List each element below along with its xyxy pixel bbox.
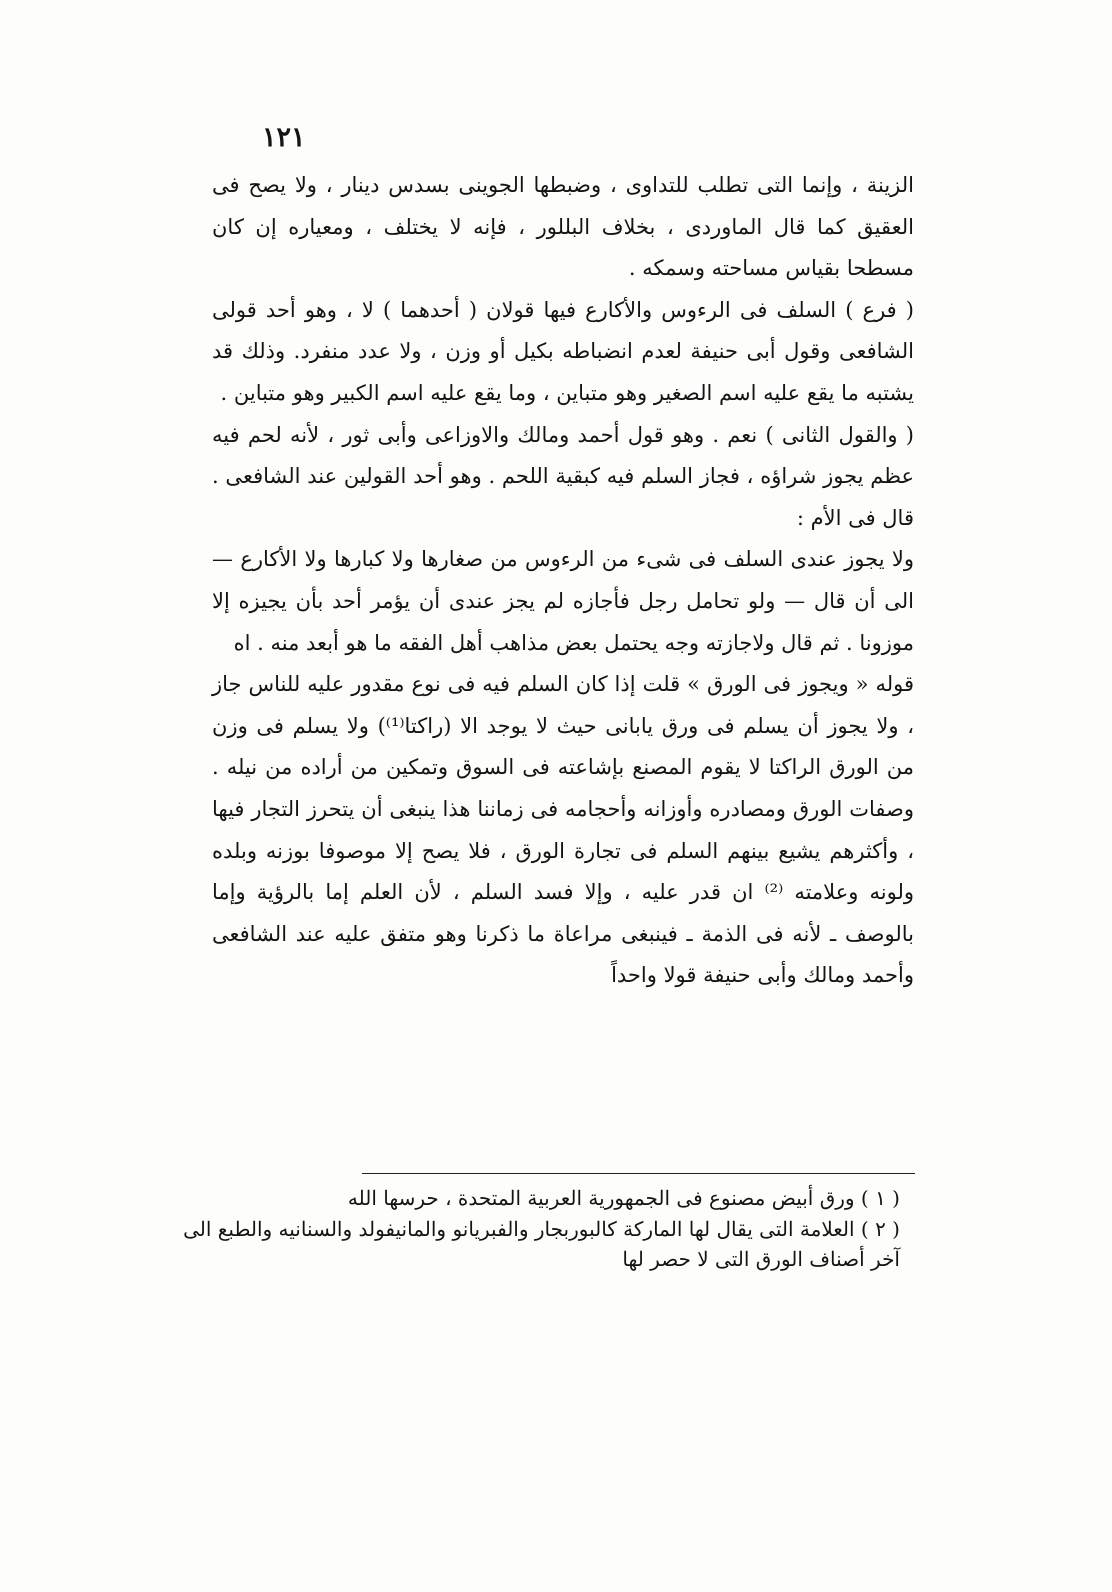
main-text [212,165,914,997]
paragraph: ( والقول الثانى ) نعم . وهو قول أحمد ومالك والاوزاعى وأبى ثور ، لأنه لحم فيه عظم يجوز شراؤه ، فجاز السلم فيه كبقية اللحم . وهو أحد القولين عند الشافعى . قال فى الأم : [212,422,914,530]
paragraph: ( فرع ) السلف فى الرءوس والأكارع فيها قولان ( أحدهما ) لا ، وهو أحد قولى الشافعى وقول أبى حنيفة لعدم انضباطه بكيل أو وزن ، ولا عدد منفرد. وذلك قد يشتبه ما يقع عليه اسم الصغير وهو متباين ، وما يقع عليه اسم الكبير وهو متباين . [212,297,914,405]
footnote: ( ١ ) ورق أبيض مصنوع فى الجمهورية العربية المتحدة ، حرسها الله [347,1186,900,1210]
paragraph: الزينة ، وإنما التى تطلب للتداوى ، وضبطها الجوينى بسدس دينار ، ولا يصح فى العقيق كما قال الماوردى ، بخلاف البللور ، فإنه لا يختلف ، ومعياره إن كان مسطحا بقياس مساحته وسمكه . [212,173,914,281]
footnote-divider [362,1173,915,1174]
paragraph: قوله « ويجوز فى الورق » قلت إذا كان السلم فيه فى نوع مقدور عليه للناس جاز ، ولا يجوز أن يسلم فى ورق يابانى حيث لا يوجد الا (راكتا⁽¹⁾) ولا يسلم فى وزن من الورق الراكتا لا يقوم المصنع بإشاعته فى السوق وتمكين من أراده من نيله . وصفات الورق ومصادره وأوزانه وأحجامه فى زماننا هذا ينبغى أن يتحرز التجار فيها ، وأكثرهم يشيع بينهم السلم فى تجارة الورق ، فلا يصح إلا موصوفا بوزنه وبلده ولونه وعلامته ⁽²⁾ ان قدر عليه ، وإلا فسد السلم ، لأن العلم إما بالرؤية وإما بالوصف ـ لأنه فى الذمة ـ فينبغى مراعاة ما ذكرنا وهو متفق عليه عند الشافعى وأحمد ومالك وأبى حنيفة قولا واحداً [212,672,914,988]
paragraph: ولا يجوز عندى السلف فى شىء من الرءوس من صغارها ولا كبارها ولا الأكارع — الى أن قال — ولو تحامل رجل فأجازه لم يجز عندى أن يؤمر أحد بأن يجيزه إلا موزونا . ثم قال ولاجازته وجه يحتمل بعض مذاهب أهل الفقه ما هو أبعد منه . اه [212,547,914,655]
footnote: ( ٢ ) العلامة التى يقال لها الماركة كالبوربجار والفبريانو والمانيفولد والسنانيه والطبع الى آخر أصناف الورق التى لا حصر لها [183,1216,900,1271]
footnotes [160,1183,900,1275]
page-number: ١٢١ [262,122,306,153]
